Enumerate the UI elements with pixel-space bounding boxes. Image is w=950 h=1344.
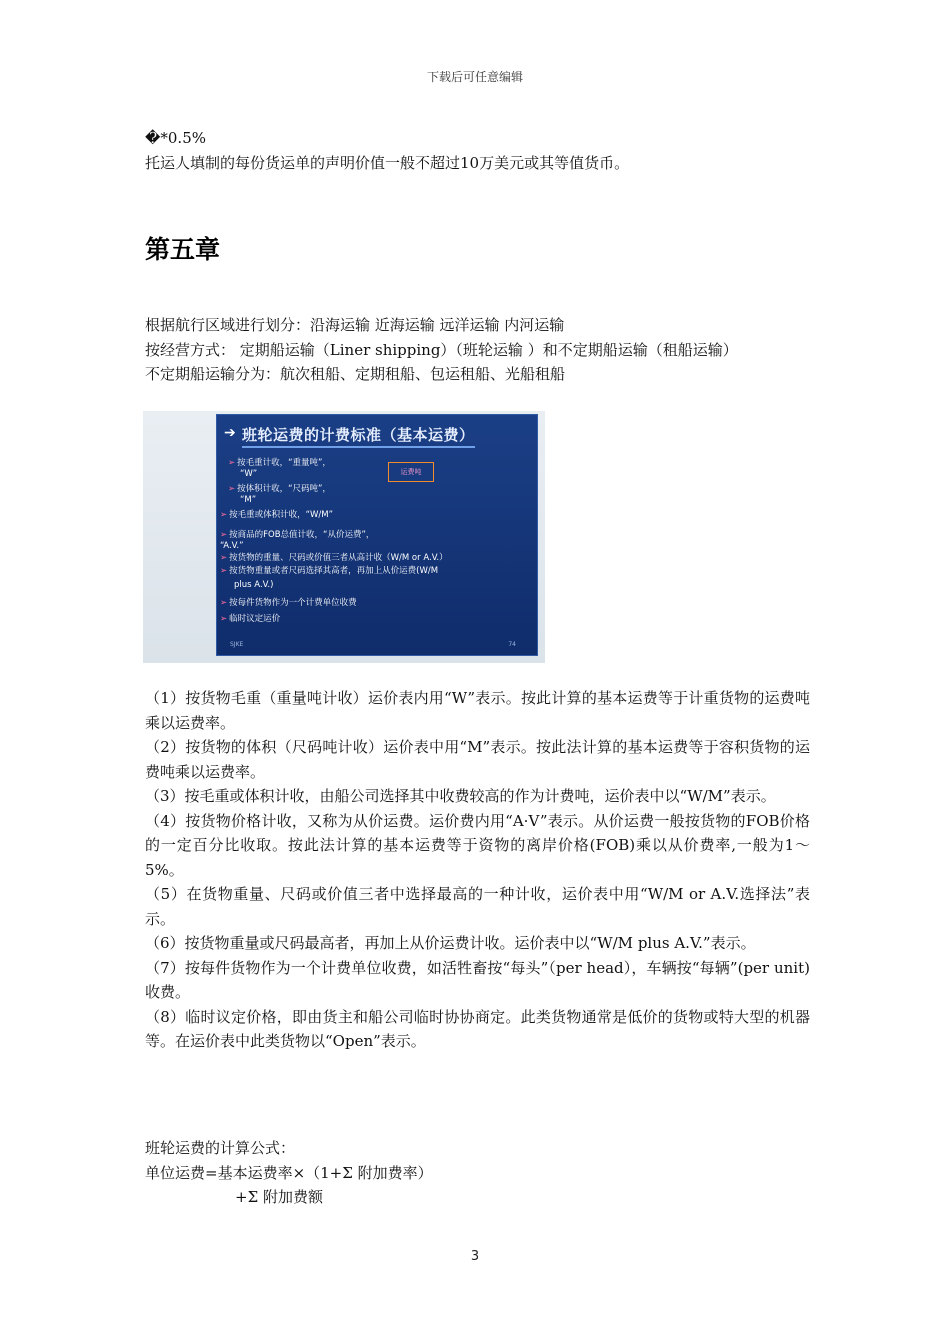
slide-item: ➢ 临时议定运价: [220, 614, 281, 624]
section-1: [145, 313, 810, 387]
intro-block: [145, 126, 810, 175]
items-list: [145, 686, 810, 1054]
slide-item: “M”: [240, 495, 257, 505]
bullet-icon: ➢: [220, 614, 228, 624]
chapter-title: 第五章: [145, 235, 221, 264]
bullet-icon: ➢: [220, 553, 228, 563]
formula-line-2: +Σ 附加费额: [235, 1188, 323, 1206]
list-item: （3）按毛重或体积计收，由船公司选择其中收费较高的作为计费吨，运价表中以“W/M”表示。: [145, 787, 776, 805]
bullet-icon: ➢: [220, 510, 228, 520]
bullet-icon: ➢: [220, 566, 228, 576]
section-1-p3: 不定期船运输分为：航次租船、定期租船、包运租船、光船租船: [145, 365, 566, 383]
slide-item: ➢ 按商品的FOB总值计收，“从价运费”，: [220, 530, 375, 540]
list-item: （1）按货物毛重（重量吨计收）运价表内用“W”表示。按此计算的基本运费等于计重货物的运费吨乘以运费率。: [145, 689, 810, 732]
bullet-icon: ➢: [220, 598, 228, 608]
slide-item: ➢ 按货物的重量、尺码或价值三者从高计收（W/M or A.V.）: [220, 553, 448, 563]
page-header: 下载后可任意编辑: [426, 70, 523, 84]
section-1-p2: 按经营方式： 定期船运输（Liner shipping）（班轮运输 ）和不定期船运输（租船运输）: [145, 340, 738, 359]
list-item: （4）按货物价格计收，又称为从价运费。运价费内用“A·V”表示。从价运费一般按货物的FOB价格的一定百分比收取。按此法计算的基本运费等于资物的离岸价格(FOB)乘以从价费率,一般为1～5%。: [145, 811, 810, 879]
list-item: （7）按每件货物作为一个计费单位收费，如活牲畜按“每头”（per head），车辆按“每辆”(per unit)收费。: [145, 958, 810, 1001]
slide-title: 班轮运费的计费标准（基本运费）: [242, 424, 475, 448]
bullet-icon: ➢: [220, 530, 228, 540]
list-item: （2）按货物的体积（尺码吨计收）运价表中用“M”表示。按此法计算的基本运费等于容积货物的运费吨乘以运费率。: [145, 738, 810, 781]
page-number: 3: [470, 1249, 480, 1264]
section-1-p1: 根据航行区域进行划分：沿海运输 近海运输 远洋运输 内河运输: [145, 316, 565, 334]
slide-panel: [216, 414, 538, 656]
slide-item: ➢ 按货物重量或者尺码选择其高者，再加上从价运费(W/M: [220, 566, 439, 576]
slide-footer-left: SJKE: [230, 641, 244, 648]
formula-line-1: 单位运费=基本运费率×（1+Σ 附加费率）: [145, 1163, 433, 1182]
bullet-icon: ➢: [228, 458, 236, 468]
intro-line-1: �*0.5%: [145, 129, 206, 147]
list-item: （5）在货物重量、尺码或价值三者中选择最高的一种计收，运价表中用“W/M or A.V.选择法”表示。: [145, 885, 810, 928]
bullet-icon: ➢: [228, 484, 236, 494]
slide-tag: 运费吨: [388, 462, 434, 482]
list-item: （6）按货物重量或尺码最高者，再加上从价运费计收。运价表中以“W/M plus A.V.”表示。: [145, 934, 756, 952]
slide-item: ➢ 按毛重或体积计收，“W/M”: [220, 510, 334, 520]
slide-item: ➢ 按体积计收，“尺码吨”，: [228, 484, 331, 494]
formula-title: 班轮运费的计算公式：: [145, 1139, 296, 1157]
slide-item: ➢ 按每件货物作为一个计费单位收费: [220, 598, 357, 608]
list-item: （8）临时议定价格，即由货主和船公司临时协协商定。此类货物通常是低价的货物或特大型的机器等。在运价表中此类货物以“Open”表示。: [145, 1007, 810, 1050]
formula-block: [145, 1136, 810, 1210]
slide-item: ➢ 按毛重计收，“重量吨”，: [228, 458, 331, 468]
slide-item: plus A.V.): [234, 580, 274, 590]
arrow-icon: ➔: [224, 425, 236, 441]
intro-line-2: 托运人填制的每份货运单的声明价值一般不超过10万美元或其等值货币。: [145, 153, 630, 172]
slide-item: “W”: [240, 469, 258, 479]
slide-page-number: 74: [508, 641, 516, 648]
slide-image: [143, 411, 545, 663]
slide-item: “A.V.”: [220, 541, 244, 551]
